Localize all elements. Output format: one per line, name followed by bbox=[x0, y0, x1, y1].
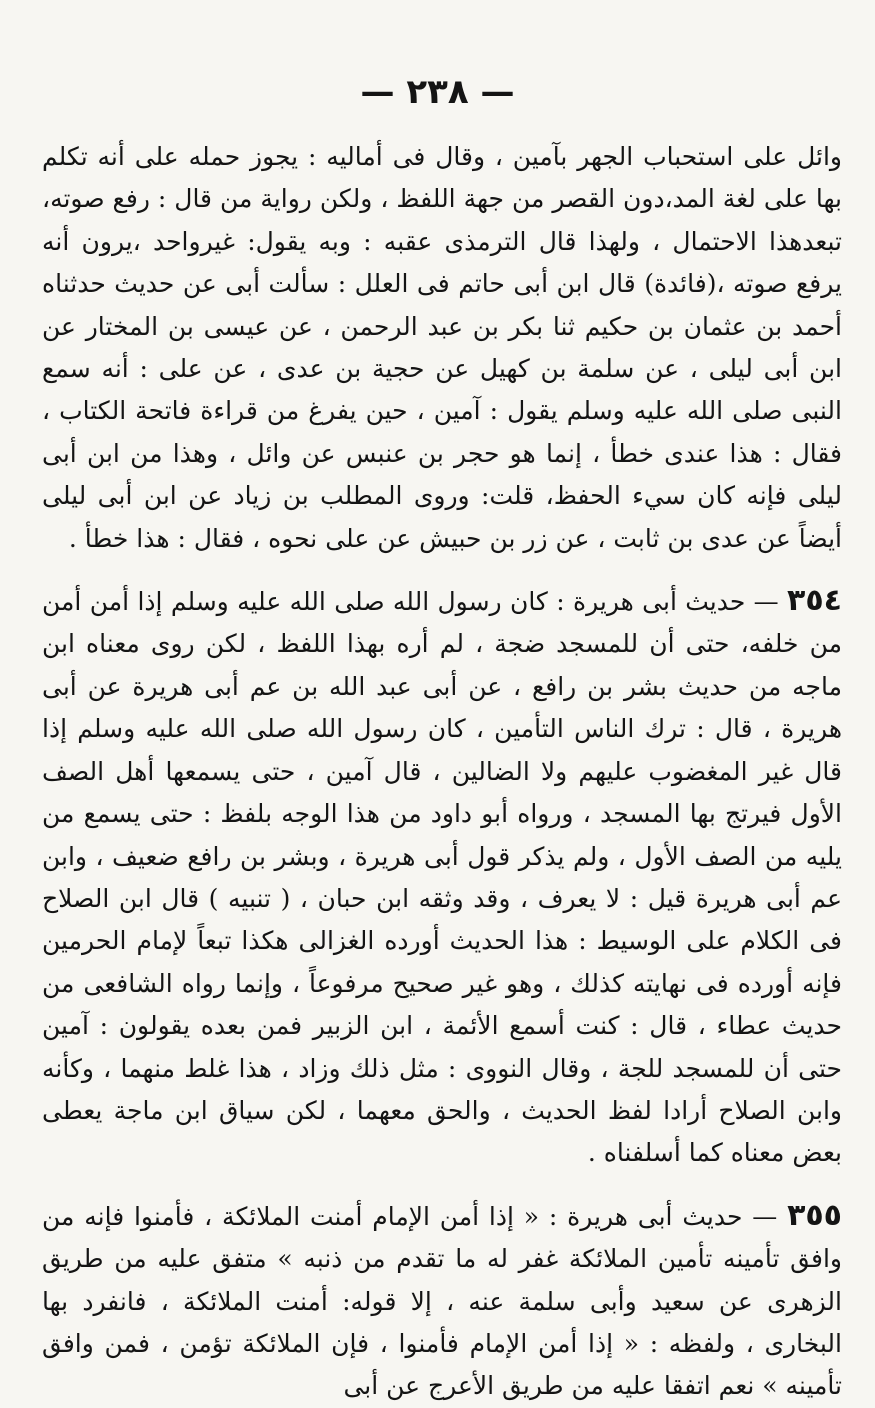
entry-number: ٣٥٥ bbox=[787, 1197, 842, 1233]
hadith-entry-354 bbox=[42, 580, 842, 1175]
entry-text: — حديث أبى هريرة : كان رسول الله صلى الله عليه وسلم إذا أمن أمن من خلفه، حتى أن للمسجد ضجة ، لم أره بهذا اللفظ ، لكن روى معناه ابن ماجه من حديث بشر بن رافع ، عن أبى عبد الله بن عم أبى هريرة عن أبى هريرة ، قال : ترك الناس التأمين ، كان رسول الله صلى الله عليه وسلم إذا قال غير المغضوب عليهم ولا الضالين ، قال آمين ، حتى يسمعها أهل الصف الأول فيرتج بها المسجد ، ورواه أبو داود من هذا الوجه بلفظ : حتى يسمع من يليه من الصف الأول ، ولم يذكر قول أبى هريرة ، وبشر بن رافع ضعيف ، وابن عم أبى هريرة قيل : لا يعرف ، وقد وثقه ابن حبان ، ( تنبيه ) قال ابن الصلاح فى الكلام على الوسيط : هذا الحديث أورده الغزالى هكذا تبعاً لإمام الحرمين فإنه أورده فى نهايته كذلك ، وهو غير صحيح مرفوعاً ، وإنما رواه الشافعى من حديث عطاء ، قال : كنت أسمع الأئمة ، ابن الزبير فمن بعده يقولون : آمين حتى أن للمسجد للجة ، وقال النووى : مثل ذلك وزاد ، هذا غلط منهما ، وكأنه وابن الصلاح أرادا لفظ الحديث ، والحق معهما ، لكن سياق ابن ماجة يعطى بعض معناه كما أسلفناه . bbox=[42, 587, 842, 1168]
entry-number: ٣٥٤ bbox=[787, 583, 842, 619]
paragraph-1 bbox=[42, 136, 842, 560]
body-text bbox=[42, 136, 842, 1408]
page-number: — ٢٣٨ — bbox=[360, 72, 515, 112]
hadith-entry-355 bbox=[42, 1195, 842, 1408]
paragraph-text: وائل على استحباب الجهر بآمين ، وقال فى أماليه : يجوز حمله على أنه تكلم بها على لغة المد،دون القصر من جهة اللفظ ، ولكن رواية من قال : رفع صوته، تبعدهذا الاحتمال ، ولهذا قال الترمذى عقبه : وبه يقول: غيرواحد ،يرون أنه يرفع صوته ،(فائدة) قال ابن أبى حاتم فى العلل : سألت أبى عن حديث حدثناه أحمد بن عثمان بن حكيم ثنا بكر بن عبد الرحمن ، عن عيسى بن المختار عن ابن أبى ليلى ، عن سلمة بن كهيل عن حجية بن عدى ، عن على : أنه سمع النبى صلى الله عليه وسلم يقول : آمين ، حين يفرغ من قراءة فاتحة الكتاب ، فقال : هذا عندى خطأ ، إنما هو حجر بن عنبس عن وائل ، وهذا من ابن أبى ليلى فإنه كان سيء الحفظ، قلت: وروى المطلب بن زياد عن ابن أبى ليلى أيضاً عن عدى بن ثابت ، عن زر بن حبيش عن على نحوه ، فقال : هذا خطأ . bbox=[42, 142, 842, 553]
entry-text: — حديث أبى هريرة : « إذا أمن الإمام أمنت الملائكة ، فأمنوا فإنه من وافق تأمينه تأمين الملائكة غفر له ما تقدم من ذنبه » متفق عليه من طريق الزهرى عن سعيد وأبى سلمة عنه ، إلا قوله: أمنت الملائكة ، فانفرد بها البخارى ، ولفظه : « إذا أمن الإمام فأمنوا ، فإن الملائكة تؤمن ، فمن وافق تأمينه » نعم اتفقا عليه من طريق الأعرج عن أبى bbox=[42, 1201, 842, 1401]
